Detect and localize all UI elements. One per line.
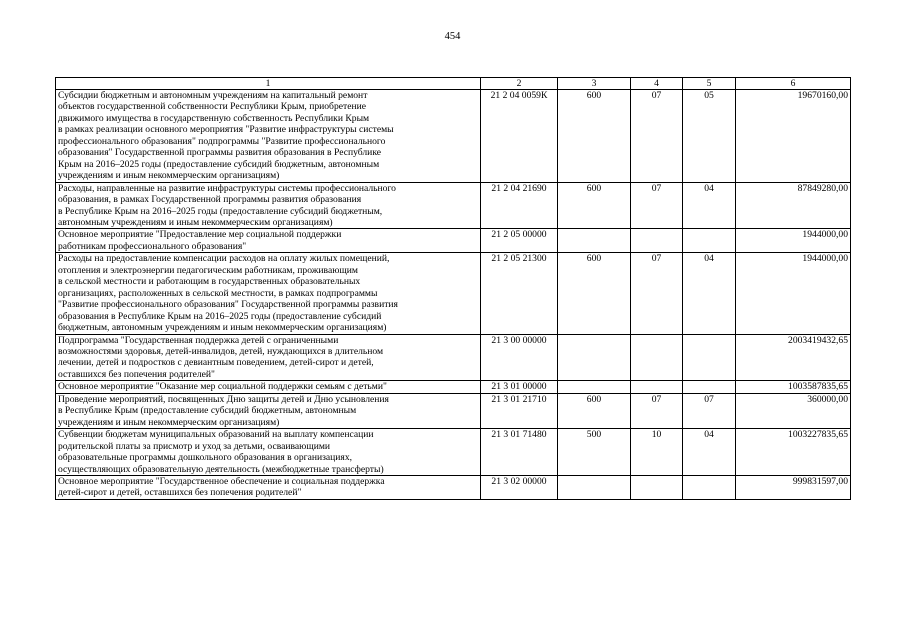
row-code: 21 3 02 00000	[481, 475, 558, 499]
row-section	[631, 334, 683, 381]
table-row	[56, 334, 851, 381]
row-expense-type: 600	[558, 90, 631, 183]
table-row	[56, 381, 851, 393]
row-code: 21 2 05 00000	[481, 229, 558, 253]
row-description	[56, 429, 481, 476]
row-description	[56, 381, 481, 393]
description-line: работникам профессионального образования"	[58, 240, 247, 252]
column-header-3: 3	[558, 78, 631, 90]
row-section: 07	[631, 253, 683, 334]
page-number: 454	[444, 31, 461, 42]
row-code: 21 3 01 00000	[481, 381, 558, 393]
row-amount: 360000,00	[736, 393, 851, 428]
description-line: объектов государственной собственности Республики Крым, приобретение	[58, 101, 366, 113]
row-subsection: 04	[683, 253, 736, 334]
row-amount: 999831597,00	[736, 475, 851, 499]
description-line: в рамках реализации основного мероприятия "Развитие инфраструктуры системы	[58, 124, 394, 136]
table-row	[56, 90, 851, 183]
row-section: 07	[631, 182, 683, 229]
table-row	[56, 253, 851, 334]
row-expense-type	[558, 229, 631, 253]
row-subsection	[683, 475, 736, 499]
description-line: Субвенции бюджетам муниципальных образований на выплату компенсации	[58, 429, 374, 441]
column-header-1: 1	[56, 78, 481, 90]
column-header-2: 2	[481, 78, 558, 90]
row-amount: 1003587835,65	[736, 381, 851, 393]
description-line: в Республике Крым (предоставление субсидий бюджетным, автономным	[58, 405, 357, 417]
description-line: Проведение мероприятий, посвященных Дню защиты детей и Дню усыновления	[58, 393, 389, 405]
row-section: 10	[631, 429, 683, 476]
description-line: организациях, расположенных в сельской местности, в рамках подпрограммы	[58, 287, 378, 299]
row-subsection: 05	[683, 90, 736, 183]
row-description	[56, 182, 481, 229]
row-expense-type	[558, 381, 631, 393]
row-amount: 19670160,00	[736, 90, 851, 183]
row-subsection	[683, 381, 736, 393]
row-section: 07	[631, 393, 683, 428]
description-line: образовательные программы дошкольного образования в организациях,	[58, 452, 353, 464]
description-line: Субсидии бюджетным и автономным учреждениям на капитальный ремонт	[58, 90, 368, 101]
description-line: Основное мероприятие "Предоставление мер социальной поддержки	[58, 229, 342, 241]
header-row	[56, 78, 851, 90]
row-description	[56, 253, 481, 334]
description-line: Крым на 2016–2025 годы (предоставление субсидий бюджетным, автономным	[58, 158, 380, 170]
row-amount: 2003419432,65	[736, 334, 851, 381]
description-line: профессионального образования" подпрограммы "Развитие профессионального	[58, 135, 386, 147]
row-description	[56, 475, 481, 499]
row-section: 07	[631, 90, 683, 183]
description-line: образования, в рамках Государственной программы развития образования	[58, 194, 362, 206]
row-description	[56, 393, 481, 428]
row-amount: 1944000,00	[736, 229, 851, 253]
row-subsection: 04	[683, 429, 736, 476]
description-line: учреждениям и иным некоммерческим организациям)	[58, 170, 280, 182]
row-section	[631, 475, 683, 499]
row-amount: 87849280,00	[736, 182, 851, 229]
description-line: движимого имущества в государственную собственность Республики Крым	[58, 112, 370, 124]
column-header-6: 6	[736, 78, 851, 90]
row-expense-type: 600	[558, 393, 631, 428]
description-line: Основное мероприятие "Государственное обеспечение и социальная поддержка	[58, 475, 385, 487]
description-line: образования" Государственной программы развития образования в Республике	[58, 147, 381, 159]
description-line: Расходы на предоставление компенсации расходов на оплату жилых помещений,	[58, 253, 390, 265]
table-row	[56, 475, 851, 499]
description-line: Подпрограмма "Государственная поддержка детей с ограниченными	[58, 334, 339, 346]
column-header-4: 4	[631, 78, 683, 90]
description-line: родительской платы за присмотр и уход за детьми, осваивающими	[58, 440, 331, 452]
table-row	[56, 429, 851, 476]
description-line: отопления и электроэнергии педагогическим работникам, проживающим	[58, 264, 358, 276]
row-subsection	[683, 229, 736, 253]
table-row	[56, 182, 851, 229]
description-line: в Республике Крым на 2016–2025 годы (предоставление субсидий бюджетным,	[58, 205, 383, 217]
row-amount: 1003227835,65	[736, 429, 851, 476]
row-expense-type: 500	[558, 429, 631, 476]
column-header-5: 5	[683, 78, 736, 90]
row-description	[56, 90, 481, 183]
row-code: 21 3 00 00000	[481, 334, 558, 381]
row-code: 21 2 04 0059К	[481, 90, 558, 183]
description-line: детей-сирот и детей, оставшихся без попечения родителей"	[58, 487, 302, 499]
row-description	[56, 229, 481, 253]
description-line: Основное мероприятие "Оказание мер социальной поддержки семьям с детьми"	[58, 381, 387, 393]
budget-table	[55, 77, 851, 500]
description-line: учреждениям и иным некоммерческим организациям)	[58, 416, 280, 428]
row-code: 21 3 01 71480	[481, 429, 558, 476]
description-line: лечении, детей и подростков с девиантным поведением, детей-сирот и детей,	[58, 357, 374, 369]
description-line: в сельской местности и работающим в государственных образовательных	[58, 276, 361, 288]
description-line: "Развитие профессионального образования" Государственной программы развития	[58, 299, 398, 311]
table-row	[56, 229, 851, 253]
row-code: 21 2 04 21690	[481, 182, 558, 229]
description-line: автономным учреждениям и иным некоммерческим организациям)	[58, 216, 333, 228]
row-subsection: 04	[683, 182, 736, 229]
description-line: Расходы, направленные на развитие инфраструктуры системы профессионального	[58, 182, 396, 194]
row-amount: 1944000,00	[736, 253, 851, 334]
row-expense-type	[558, 475, 631, 499]
description-line: оставшихся без попечения родителей"	[58, 368, 215, 380]
description-line: образования в Республике Крым на 2016–2025 годы (предоставление субсидий	[58, 310, 382, 322]
description-line: бюджетным, автономным учреждениям и иным некоммерческим организациям)	[58, 322, 387, 334]
row-code: 21 3 01 21710	[481, 393, 558, 428]
row-expense-type	[558, 334, 631, 381]
row-section	[631, 229, 683, 253]
table-body	[56, 90, 851, 500]
table-row	[56, 393, 851, 428]
row-description	[56, 334, 481, 381]
description-line: возможностями здоровья, детей-инвалидов, детей, нуждающихся в длительном	[58, 345, 384, 357]
row-expense-type: 600	[558, 182, 631, 229]
row-section	[631, 381, 683, 393]
row-code: 21 2 05 21300	[481, 253, 558, 334]
row-expense-type: 600	[558, 253, 631, 334]
row-subsection: 07	[683, 393, 736, 428]
description-line: осуществляющих образовательную деятельность (межбюджетные трансферты)	[58, 463, 384, 475]
row-subsection	[683, 334, 736, 381]
